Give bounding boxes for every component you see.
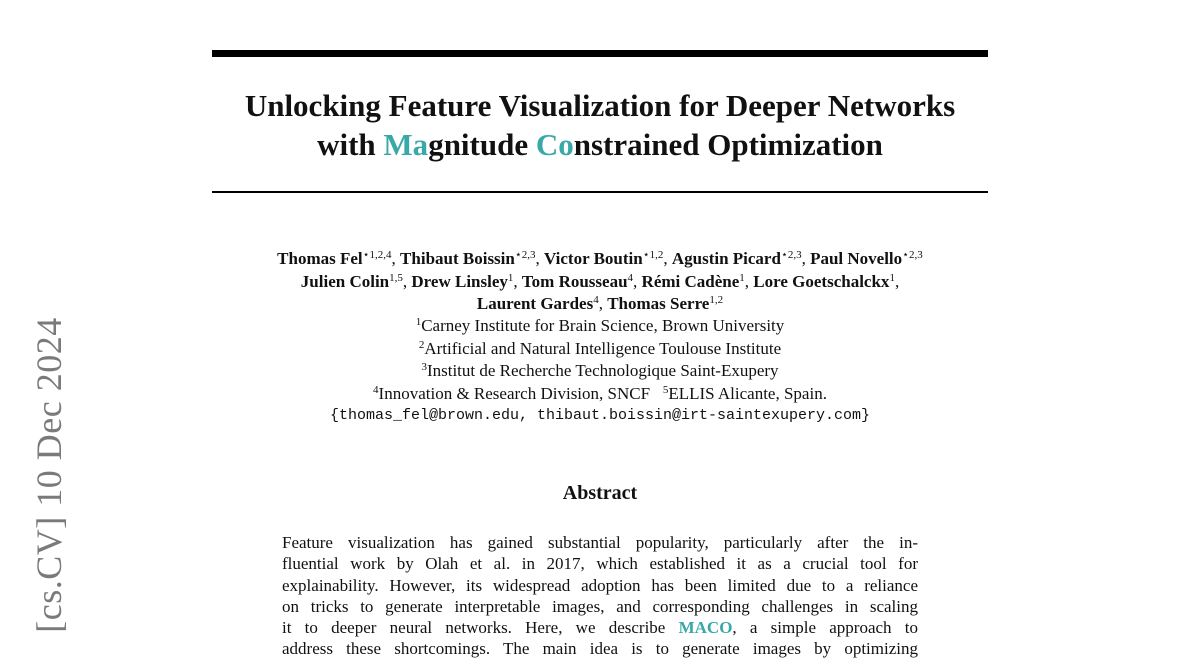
- author-emails[interactable]: {thomas_fel@brown.edu, thibaut.boissin@irt-saintexupery.com}: [329, 407, 871, 424]
- affiliation-text: Innovation & Research Division, SNCF: [378, 383, 651, 403]
- author-sup: 1: [507, 271, 514, 284]
- title-nstrained: nstrained Optimization: [573, 127, 883, 162]
- affiliation-4-5: [212, 383, 988, 406]
- abstract-line: address these shortcomings. The main idea is to generate images by optimizing: [282, 639, 918, 659]
- abstract-line: Feature visualization has gained substantial popularity, particularly after the in-: [282, 533, 918, 552]
- affiliation-2: [212, 338, 988, 361]
- title-top-rule: [212, 50, 988, 57]
- author-line-2: Julien Colin$^{1,5}$, Drew Linsley$^1$, Tom Rousseau$^4$, Rémi Cadène$^1$, Lore Goetschalckx$^1$,: [300, 271, 900, 291]
- author-sup: 4: [593, 294, 599, 306]
- affiliation-text: Institut de Recherche Technologique Saint-Exupery: [426, 361, 779, 380]
- author-sup: ⋆1,2,4: [362, 249, 392, 261]
- affiliation-sup: 5: [662, 383, 669, 396]
- title-gnitude: gnitude: [428, 127, 536, 162]
- affiliation-sup: 3: [421, 361, 427, 373]
- title-with: with: [317, 127, 384, 162]
- affiliation-text: Carney Institute for Brain Science, Brown University: [421, 316, 785, 335]
- author-sup: ⋆2,3: [780, 249, 802, 261]
- author-name: Thibaut Boissin: [400, 249, 515, 268]
- author-sup: 1,5: [389, 271, 403, 284]
- abstract-text: it to deeper neural networks. Here, we describe: [282, 618, 679, 638]
- author-name: Lore Goetschalckx: [753, 271, 890, 291]
- author-name: Drew Linsley: [411, 271, 508, 291]
- author-line-1: Thomas Fel$^{⋆1,2,4}$, Thibaut Boissin$^{⋆2,3}$, Victor Boutin$^{⋆1,2}$, Agustin Picard$^{⋆2,3}$, Paul Novello$^{⋆2,3}$: [277, 249, 923, 268]
- author-sup: 1: [739, 271, 745, 284]
- author-name: Thomas Fel: [277, 249, 363, 268]
- affiliation-sup: 1: [415, 316, 422, 328]
- author-sup: ⋆1,2: [642, 249, 664, 261]
- maco-link[interactable]: MACO: [678, 618, 733, 638]
- affiliation-1: [212, 315, 988, 338]
- arxiv-stamp-text: [cs.CV] 10 Dec 2024: [29, 317, 69, 633]
- abstract-line: on tricks to generate interpretable images, and corresponding challenges in scaling: [282, 596, 918, 616]
- abstract-body: [282, 532, 918, 660]
- abstract-text: , a simple approach to: [732, 618, 918, 638]
- arxiv-stamp: [14, 0, 84, 648]
- title-accent-ma: Ma: [383, 127, 429, 162]
- affiliation-sup: 2: [418, 338, 425, 351]
- affiliation-text: Artificial and Natural Intelligence Toulouse Institute: [424, 338, 782, 358]
- author-name: Victor Boutin: [544, 249, 643, 268]
- author-name: Agustin Picard: [671, 249, 781, 268]
- abstract-line: fluential work by Olah et al. in 2017, which established it as a crucial tool for: [282, 554, 918, 574]
- title-line-1: Unlocking Feature Visualization for Deeper Networks: [244, 88, 956, 123]
- abstract-line: explainability. However, its widespread adoption has been limited due to a reliance: [282, 575, 918, 595]
- author-name: Julien Colin: [300, 271, 390, 291]
- author-name: Tom Rousseau: [521, 271, 628, 291]
- author-sup: ⋆2,3: [514, 249, 536, 261]
- author-name: Laurent Gardes: [476, 294, 594, 313]
- affiliation-sup: 4: [373, 383, 379, 396]
- affiliations: [212, 315, 988, 428]
- author-sup: 1,2: [709, 294, 724, 306]
- author-sup: ⋆2,3: [902, 249, 923, 261]
- author-sup: 4: [627, 271, 634, 284]
- title-accent-co: Co: [535, 127, 574, 162]
- affiliation-3: [212, 360, 988, 383]
- paper-title: [212, 86, 988, 164]
- author-sup: 1: [889, 271, 895, 284]
- abstract-line-5: [282, 617, 918, 638]
- author-name: Thomas Serre: [607, 294, 710, 313]
- author-list: [182, 248, 1018, 316]
- abstract-heading: Abstract: [562, 482, 638, 504]
- affiliation-text: ELLIS Alicante, Spain.: [668, 383, 827, 403]
- author-name: Rémi Cadène: [641, 271, 740, 291]
- title-bottom-rule: [212, 191, 988, 193]
- author-name: Paul Novello: [810, 249, 903, 268]
- title-line-2: [212, 125, 988, 164]
- author-line-3: Laurent Gardes$^4$, Thomas Serre$^{1,2}$: [476, 294, 724, 313]
